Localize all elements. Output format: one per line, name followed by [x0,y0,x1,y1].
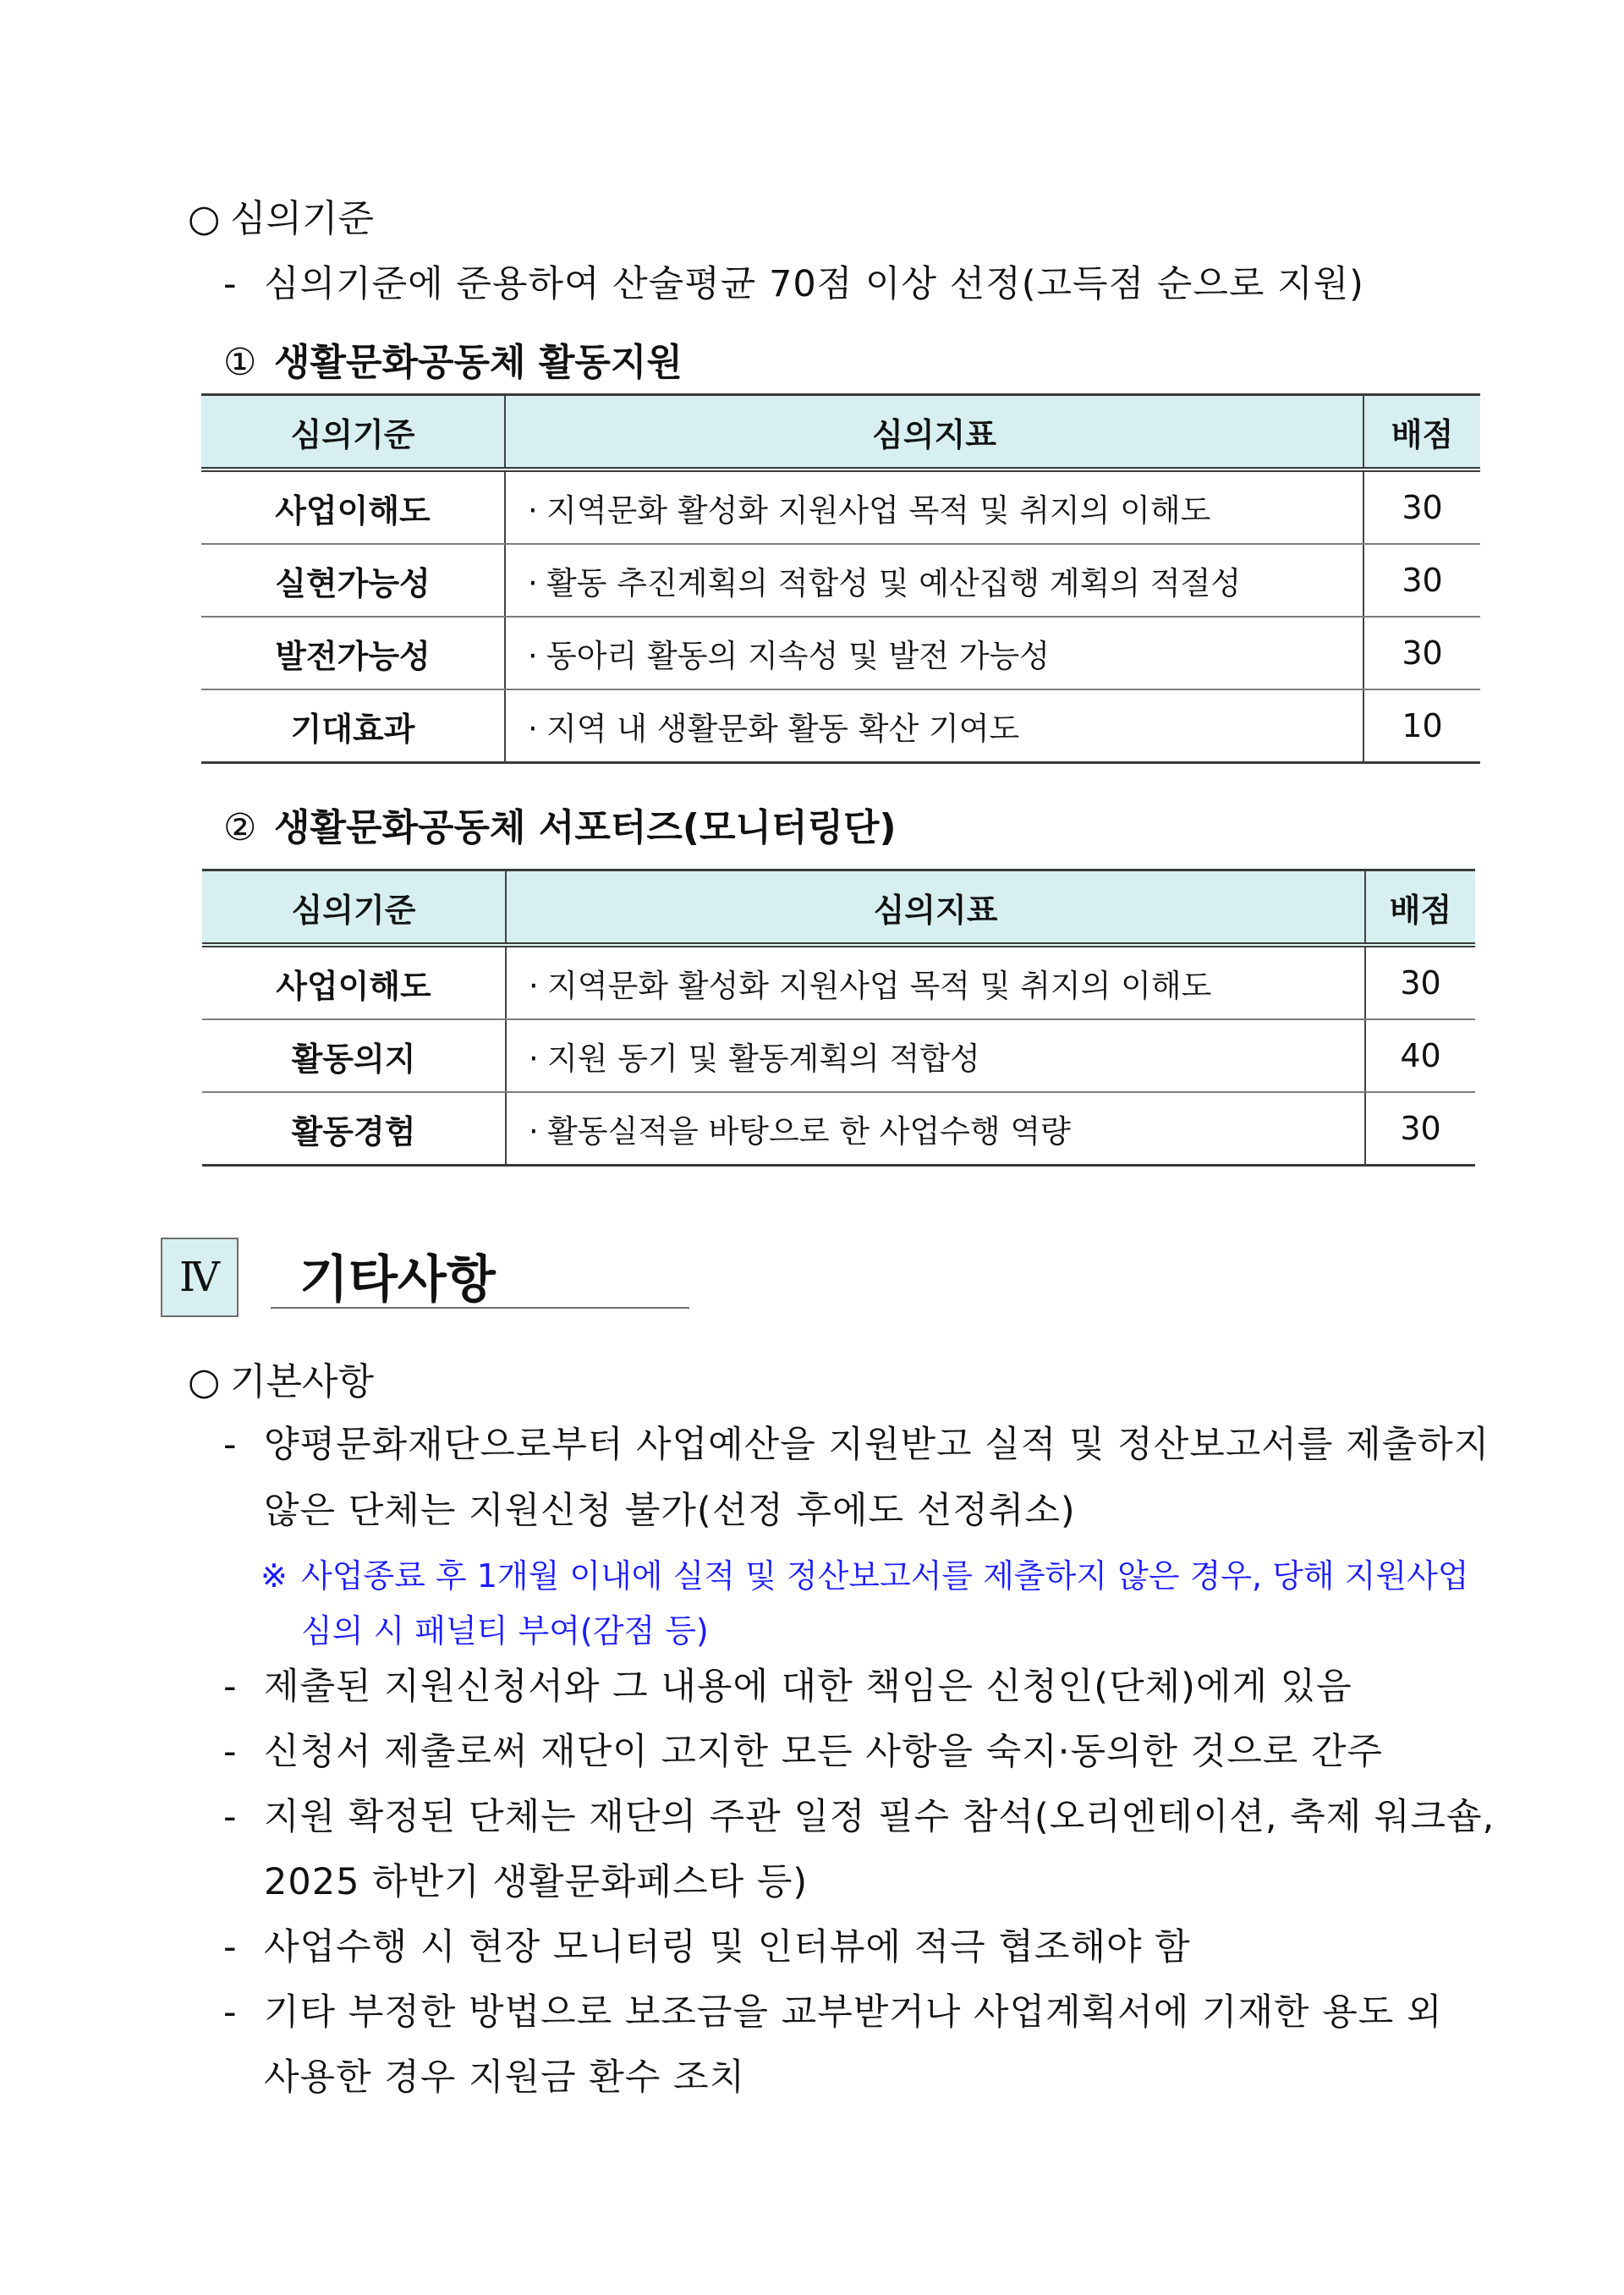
dash-bullet: - [223,1666,238,1708]
table2-header-row [202,870,1475,946]
header-score: 배점 [1365,870,1475,946]
indicator-cell: · 활동실적을 바탕으로 한 사업수행 역량 [506,1092,1365,1166]
table2-criteria [202,869,1475,1167]
score-cell: 30 [1363,469,1480,544]
table-row [201,469,1480,544]
dash-bullet: - [223,263,238,305]
list-item-continuation: 않은 단체는 지원신청 불가(선정 후에도 선정취소) [264,1490,1076,1532]
criterion-cell: 발전가능성 [201,617,505,689]
criterion-cell: 사업이해도 [202,945,506,1019]
table-row [202,1092,1475,1166]
review-criteria-heading: ○ 심의기준 [188,197,375,240]
dash-bullet: - [223,1796,238,1838]
header-indicator: 심의지표 [505,395,1363,470]
table-row [202,945,1475,1019]
indicator-cell: · 지역 내 생활문화 활동 확산 기여도 [505,689,1363,763]
table-row [201,544,1480,617]
list-item: - 신청서 제출로써 재단이 고지한 모든 사항을 숙지·동의한 것으로 간주 [223,1731,1384,1773]
circled-number-2: ② [223,806,257,849]
criterion-cell: 활동경험 [202,1092,506,1166]
score-cell: 30 [1365,1092,1475,1166]
list-item-continuation: 사용한 경우 지원금 환수 조치 [264,2056,746,2099]
dash-bullet: - [223,1991,238,2034]
circle-bullet-icon: ○ [188,1360,221,1403]
list-item-continuation: 2025 하반기 생활문화페스타 등) [264,1861,809,1903]
table1-heading: ① 생활문화공동체 활동지원 [223,341,683,384]
criterion-cell: 활동의지 [202,1019,506,1092]
dot-bullet: · [529,1113,539,1150]
dot-bullet: · [529,968,539,1004]
roman-numeral: Ⅳ [179,1254,220,1301]
dash-bullet: - [223,1424,238,1466]
section-title: 기타사항 [271,1231,689,1309]
table-row [201,617,1480,689]
indicator-cell: · 지원 동기 및 활동계획의 적합성 [506,1019,1365,1092]
table1-criteria [201,393,1480,764]
dash-bullet: - [223,1731,238,1773]
circled-number-1: ① [223,341,257,384]
list-item: - 사업수행 시 현장 모니터링 및 인터뷰에 적극 협조해야 함 [223,1926,1191,1968]
list-item: - 지원 확정된 단체는 재단의 주관 일정 필수 참석(오리엔테이션, 축제 워크숍, [223,1796,1495,1838]
section-number-box [161,1238,239,1317]
list-item: - 양평문화재단으로부터 사업예산을 지원받고 실적 및 정산보고서를 제출하지 [223,1424,1490,1466]
indicator-cell: · 지역문화 활성화 지원사업 목적 및 취지의 이해도 [505,469,1363,544]
dot-bullet: · [528,492,538,529]
table2-heading: ② 생활문화공동체 서포터즈(모니터링단) [223,806,897,849]
circle-bullet-icon: ○ [188,197,221,240]
score-cell: 30 [1363,544,1480,617]
list-item: - 제출된 지원신청서와 그 내용에 대한 책임은 신청인(단체)에게 있음 [223,1666,1352,1708]
score-cell: 30 [1365,945,1475,1019]
indicator-cell: · 활동 추진계획의 적합성 및 예산집행 계획의 적절성 [505,544,1363,617]
table-row [201,689,1480,763]
score-cell: 30 [1363,617,1480,689]
header-criterion: 심의기준 [202,870,506,946]
list-item: - 기타 부정한 방법으로 보조금을 교부받거나 사업계획서에 기재한 용도 외 [223,1991,1443,2034]
dot-bullet: · [529,1040,539,1077]
criterion-cell: 실현가능성 [201,544,505,617]
indicator-cell: · 지역문화 활성화 지원사업 목적 및 취지의 이해도 [506,945,1365,1019]
dot-bullet: · [528,711,538,747]
basic-items-heading: ○ 기본사항 [188,1360,375,1403]
review-criteria-description: - 심의기준에 준용하여 산술평균 70점 이상 선정(고득점 순으로 지원) [223,263,1364,305]
criterion-cell: 사업이해도 [201,469,505,544]
header-indicator: 심의지표 [506,870,1365,946]
header-score: 배점 [1363,395,1480,470]
note-item: ※ 사업종료 후 1개월 이내에 실적 및 정산보고서를 제출하지 않은 경우, 당해 지원사업 [261,1557,1469,1595]
dot-bullet: · [528,565,538,601]
table1-header-row [201,395,1480,470]
reference-mark-icon: ※ [261,1557,288,1595]
indicator-cell: · 동아리 활동의 지속성 및 발전 가능성 [505,617,1363,689]
dot-bullet: · [528,638,538,674]
table-row [202,1019,1475,1092]
note-item-continuation: 심의 시 패널티 부여(감점 등) [301,1612,709,1650]
score-cell: 10 [1363,689,1480,763]
criterion-cell: 기대효과 [201,689,505,763]
dash-bullet: - [223,1926,238,1968]
score-cell: 40 [1365,1019,1475,1092]
header-criterion: 심의기준 [201,395,505,470]
